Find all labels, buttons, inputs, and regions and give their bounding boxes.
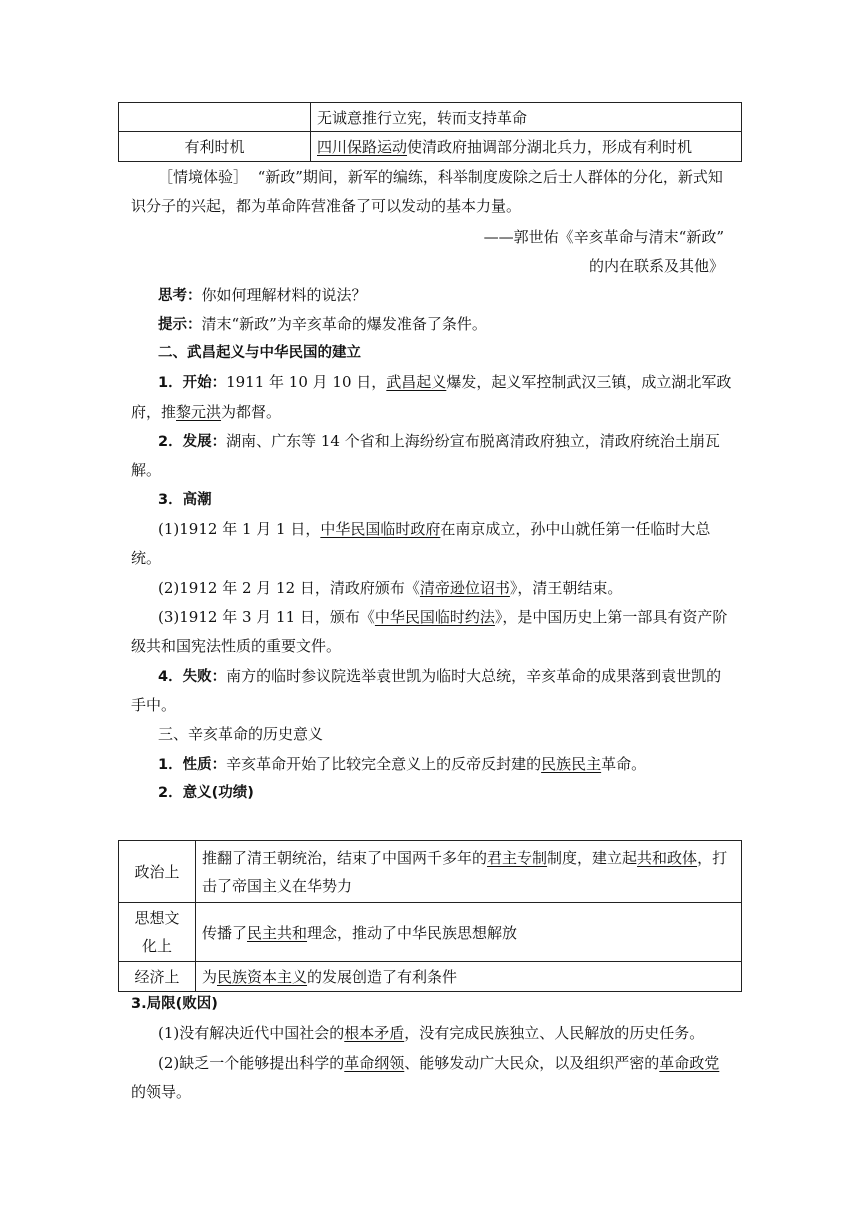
text: ，没有完成民族独立、人民解放的历史任务。	[404, 1024, 705, 1042]
para	[158, 578, 622, 598]
text: 辛亥革命开始了比较完全意义上的反帝反封建的	[226, 755, 542, 773]
text: 为都督。	[221, 403, 282, 421]
underlined-term: 中华民国临时政府	[320, 520, 441, 538]
text: 理念，推动了中华民族思想解放	[307, 923, 518, 942]
underlined-term: 君主专制	[487, 848, 548, 867]
table-cell: 无诚意推行立宪，转而支持革命	[311, 103, 742, 132]
label: 2．发展：	[158, 434, 227, 450]
underlined-term: 共和政体	[637, 848, 698, 867]
text: 南方的临时参议院选举袁世凯为临时大总统，辛亥革命的成果落到袁世凯的	[226, 667, 722, 685]
text: 在南京成立，孙中山就任第一任临时大总	[440, 520, 711, 538]
text: (1)没有解决近代中国社会的	[158, 1024, 345, 1042]
para	[158, 431, 720, 452]
section-2-title: 二、武昌起义与中华民国的建立	[158, 345, 361, 361]
text: (3)1912 年 3 月 11 日，颁布《	[158, 608, 375, 626]
para	[158, 607, 727, 627]
text: 为	[202, 968, 218, 986]
text: (1)1912 年 1 月 1 日，	[158, 520, 321, 538]
text: 清末“新政”为辛亥革命的爆发准备了条件。	[201, 315, 487, 333]
source-line-1: ——郭世佑《辛亥革命与清末“新政”	[483, 228, 724, 246]
para	[158, 754, 646, 775]
subheading: 3.局限(败因)	[131, 996, 218, 1012]
underlined-term: 革命政党	[659, 1054, 720, 1072]
hint-line	[158, 314, 487, 335]
scenario-tag: ［情境体验］	[158, 168, 249, 186]
table-cell-label: 有利时机	[119, 132, 311, 162]
text: 的发展创造了有利条件	[307, 968, 458, 986]
underlined-term: 革命纲领	[344, 1054, 405, 1072]
underlined-term: 武昌起义	[386, 373, 447, 391]
text: 府，推	[131, 403, 177, 421]
think-label: 思考：	[158, 288, 202, 304]
underlined-term: 民族民主	[541, 755, 602, 773]
table-cell-label: 政治上	[119, 841, 196, 903]
underlined-term: 四川保路运动	[317, 138, 408, 156]
text: 爆发，起义军控制武汉三镇，成立湖北军政	[446, 373, 732, 391]
para: 级共和国宪法性质的重要文件。	[131, 637, 342, 655]
para	[131, 402, 281, 422]
table-cell	[311, 132, 742, 162]
section-3-title: 三、辛亥革命的历史意义	[158, 725, 324, 743]
text: “新政”期间，新军的编练，科举制度废除之后士人群体的分化，新式知	[257, 168, 723, 186]
source-line-2: 的内在联系及其他》	[588, 257, 724, 275]
underlined-term: 民主共和	[247, 923, 308, 942]
label: 4．失败：	[158, 669, 227, 685]
hint-label: 提示：	[158, 317, 202, 333]
label: 1．开始：	[158, 375, 227, 391]
text: 化上	[141, 937, 172, 955]
text: ，打	[697, 848, 728, 867]
para	[158, 1053, 719, 1073]
underlined-term: 黎元洪	[176, 403, 222, 421]
table-top	[118, 102, 742, 162]
text: (2)缺乏一个能够提出科学的	[158, 1054, 345, 1072]
table-cell	[196, 841, 742, 903]
scenario-line-2: 识分子的兴起，都为革命阵营准备了可以发动的基本力量。	[131, 197, 522, 215]
para	[158, 519, 710, 539]
para: 统。	[131, 549, 162, 567]
para	[158, 666, 721, 687]
text: 》，是中国历史上第一部具有资产阶	[494, 608, 728, 626]
text: 你如何理解材料的说法？	[201, 286, 367, 304]
text: 制度，建立起	[547, 848, 638, 867]
table-cell-label: 经济上	[119, 962, 196, 992]
text: 击了帝国主义在华势力	[202, 876, 353, 895]
text: 推翻了清王朝统治，结束了中国两千多年的	[202, 848, 488, 867]
underlined-term: 根本矛盾	[344, 1024, 405, 1042]
text: 、能够发动广大民众，以及组织严密的	[404, 1054, 660, 1072]
text: (2)1912 年 2 月 12 日，清政府颁布《	[158, 579, 420, 597]
table-cell	[196, 903, 742, 962]
para	[158, 372, 731, 393]
table-significance	[118, 840, 742, 992]
underlined-term: 民族资本主义	[217, 968, 308, 986]
text: 革命。	[601, 755, 647, 773]
subheading: 2．意义(功绩)	[158, 785, 254, 801]
scenario-line-1	[158, 167, 723, 187]
text: 使清政府抽调部分湖北兵力，形成有利时机	[407, 138, 693, 156]
table-cell-empty	[119, 103, 311, 132]
table-cell	[196, 962, 742, 992]
para	[158, 1023, 704, 1043]
text: 湖南、广东等 14 个省和上海纷纷宣布脱离清政府独立，清政府统治土崩瓦	[226, 432, 720, 450]
text: 1911 年 10 月 10 日，	[226, 373, 387, 391]
label: 1．性质：	[158, 757, 227, 773]
table-cell-label	[119, 903, 196, 962]
para: 解。	[131, 461, 162, 479]
text: 思想文	[134, 909, 180, 927]
text: 传播了	[202, 923, 248, 942]
text: 》，清王朝结束。	[509, 579, 623, 597]
underlined-term: 中华民国临时约法	[374, 608, 495, 626]
subheading: 3．高潮	[158, 492, 212, 508]
think-line	[158, 285, 367, 306]
para: 手中。	[131, 696, 177, 714]
underlined-term: 清帝逊位诏书	[419, 579, 510, 597]
para: 的领导。	[131, 1083, 192, 1101]
